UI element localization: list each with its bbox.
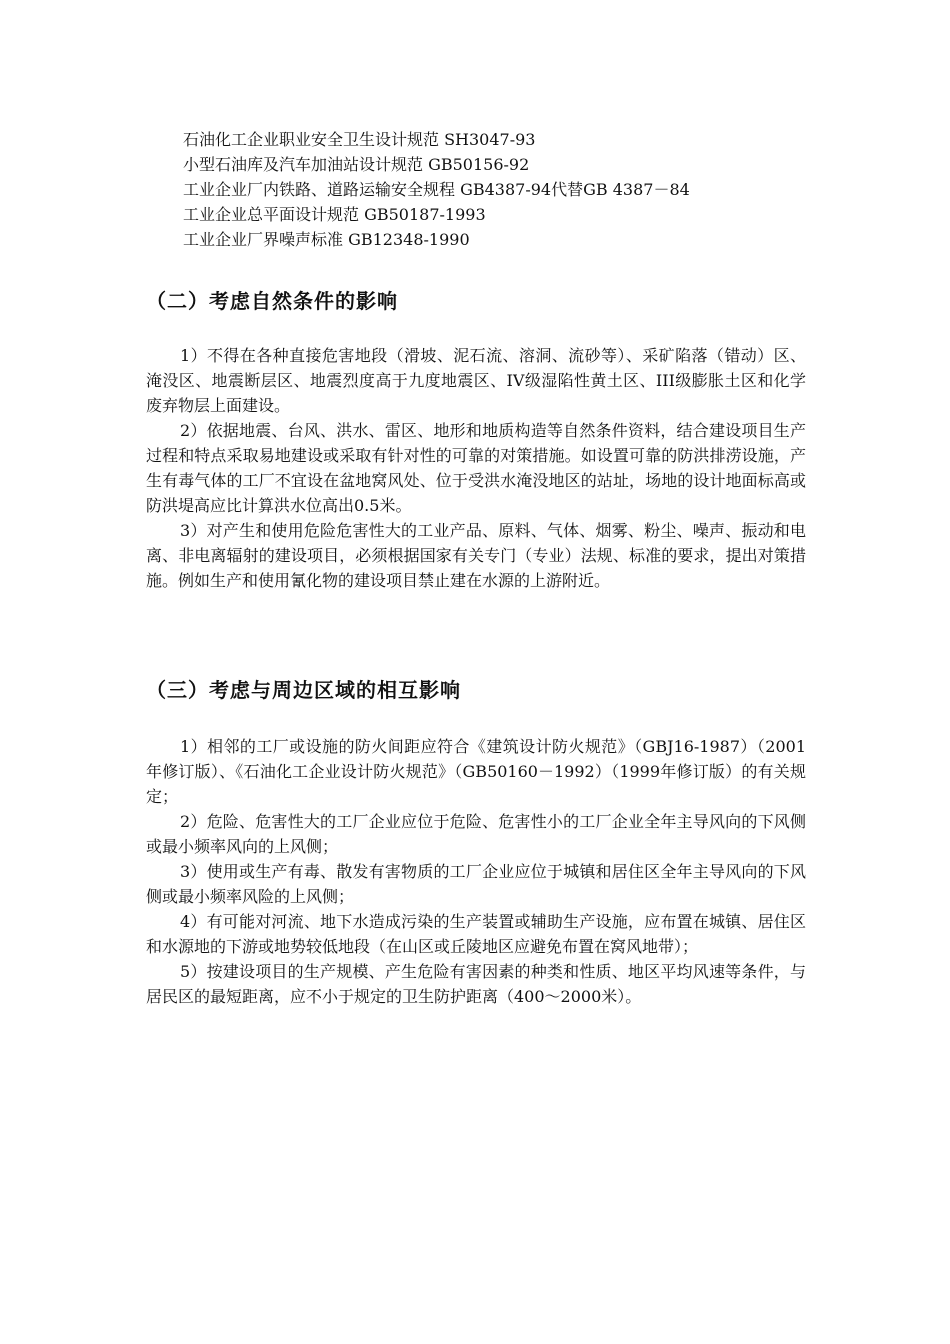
standards-list: [183, 127, 883, 252]
section-2-body: [146, 343, 806, 593]
standard-item: 工业企业厂界噪声标准 GB12348-1990: [183, 230, 470, 249]
section-3-paragraph-1: 1）相邻的工厂或设施的防火间距应符合《建筑设计防火规范》（GBJ16-1987）（2001年修订版）、《石油化工企业设计防火规范》（GB50160－1992）（1999年修订版）的有关规定；: [146, 737, 806, 806]
section-2-paragraph-2: 2）依据地震、台风、洪水、雷区、地形和地质构造等自然条件资料，结合建设项目生产过程和特点采取易地建设或采取有针对性的可靠的对策措施。如设置可靠的防洪排涝设施，产生有毒气体的工厂不宜设在盆地窝风处、位于受洪水淹没地区的站址，场地的设计地面标高或防洪堤高应比计算洪水位高出0.5米。: [146, 421, 806, 515]
section-2-paragraph-3: 3）对产生和使用危险危害性大的工业产品、原料、气体、烟雾、粉尘、噪声、振动和电离、非电离辐射的建设项目，必须根据国家有关专门（专业）法规、标准的要求，提出对策措施。例如生产和使用氰化物的建设项目禁止建在水源的上游附近。: [146, 521, 806, 590]
standard-item: 小型石油库及汽车加油站设计规范 GB50156-92: [183, 155, 530, 174]
standard-item: 工业企业厂内铁路、道路运输安全规程 GB4387-94代替GB 4387－84: [183, 180, 690, 199]
standard-item: 石油化工企业职业安全卫生设计规范 SH3047-93: [183, 130, 536, 149]
section-3-paragraph-4: 4）有可能对河流、地下水造成污染的生产装置或辅助生产设施，应布置在城镇、居住区和水源地的下游或地势较低地段（在山区或丘陵地区应避免布置在窝风地带）；: [146, 912, 806, 956]
section-2-paragraph-1: 1）不得在各种直接危害地段（滑坡、泥石流、溶洞、流砂等）、采矿陷落（错动）区、淹没区、地震断层区、地震烈度高于九度地震区、IV级湿陷性黄土区、III级膨胀土区和化学废弃物层上面建设。: [146, 346, 806, 415]
section-3-paragraph-2: 2）危险、危害性大的工厂企业应位于危险、危害性小的工厂企业全年主导风向的下风侧或最小频率风向的上风侧；: [146, 812, 806, 856]
section-3-body: [146, 734, 806, 1009]
section-2-heading: （二）考虑自然条件的影响: [146, 289, 398, 313]
standard-item: 工业企业总平面设计规范 GB50187-1993: [183, 205, 486, 224]
section-3-paragraph-5: 5）按建设项目的生产规模、产生危险有害因素的种类和性质、地区平均风速等条件，与居民区的最短距离，应不小于规定的卫生防护距离（400～2000米）。: [146, 962, 806, 1006]
section-3-paragraph-3: 3）使用或生产有毒、散发有害物质的工厂企业应位于城镇和居住区全年主导风向的下风侧或最小频率风险的上风侧；: [146, 862, 806, 906]
section-3-heading: （三）考虑与周边区域的相互影响: [146, 678, 461, 702]
